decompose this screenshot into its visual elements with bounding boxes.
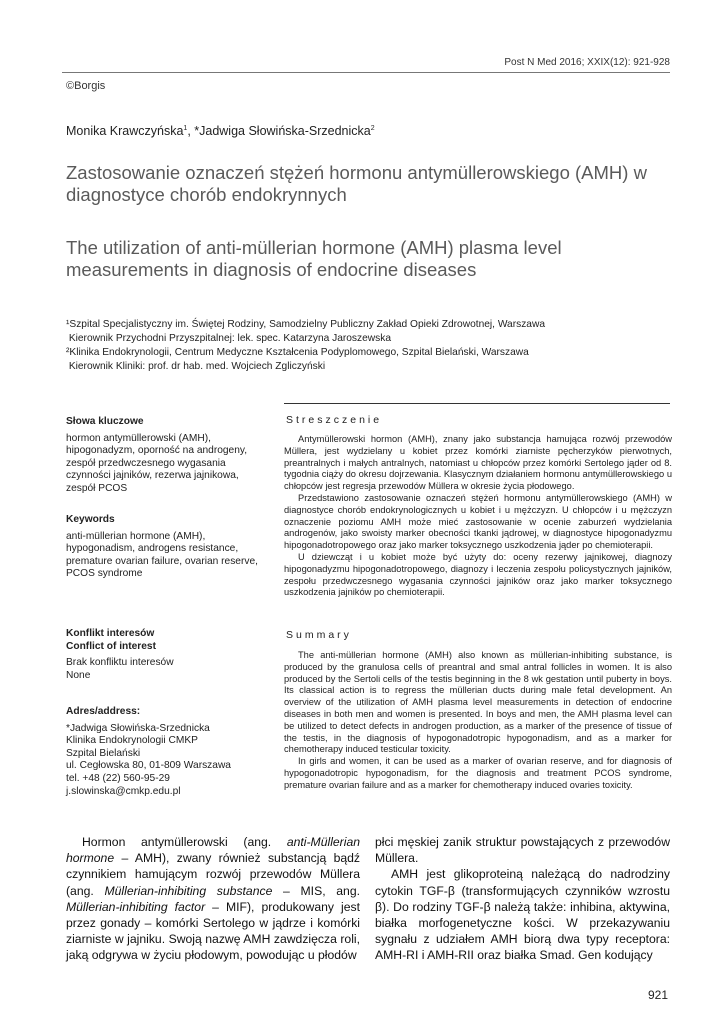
author-1: Monika Krawczyńska: [66, 124, 184, 138]
keywords-en-heading: Keywords: [66, 514, 115, 525]
author-1-affil: 1: [183, 124, 188, 132]
summary-text: [284, 650, 672, 792]
keywords-pl-heading: Słowa kluczowe: [66, 416, 144, 427]
address-line: ul. Cegłowska 80, 01-809 Warszawa: [66, 760, 231, 772]
author-2-affil: 2: [370, 124, 375, 132]
email-link[interactable]: j.slowinska@cmkp.edu.pl: [66, 785, 181, 797]
keywords-en: anti-müllerian hormone (AMH), hypogonadism, androgens resistance, premature ovarian failure, ovarian reserve, PCOS syndrome: [66, 530, 258, 580]
address-line: *Jadwiga Słowińska-Srzednicka: [66, 722, 210, 734]
keywords-en-block: [66, 514, 266, 581]
body-left-column: [66, 834, 360, 964]
affiliation-line: ²Klinika Endokrynologii, Centrum Medyczne Kształcenia Podyplomowego, Szpital Bielański, Warszawa: [66, 347, 529, 358]
abstract-rule: [284, 403, 670, 404]
affiliation-line: Kierownik Kliniki: prof. dr hab. med. Wojciech Zgliczyński: [66, 361, 326, 372]
conflict-pl: Brak konfliktu interesów: [66, 657, 174, 669]
abstract-paragraph: The anti-müllerian hormone (AMH) also known as müllerian-inhibiting substance, is produced by the granulosa cells of preantral and smal antral follicles in women. It is also produced by the Sertoli cells of the testis beginning in the 8 wk gestation until puberty in boys. Its classical action is to regress the müllerian ducts during male fetal development. An overview of the utilization of AMH plasma level measurements in detection of endocrine diseases in both men and women is presented. In boys and men, the AMH plasma level can be utilized to detect defects in androgen production, as a marker of the presence of tissue of the testis, in the diagnosis of hypogonadotropic hypogonadism, and as a marker for chemotherapy induced testicular toxicity.: [284, 650, 672, 755]
streszczenie-text: [284, 434, 672, 599]
abstract-paragraph: In girls and women, it can be used as a marker of ovarian reserve, and for diagnosis of hypogonadotropic hypogonadism, for the diagnosis and treatment PCOS syndrome, premature ovarian failure and as a marker for chemotherapy induced ovaries toxicity.: [284, 756, 672, 790]
title-polish: Zastosowanie oznaczeń stężeń hormonu antymüllerowskiego (AMH) w diagnostyce chorób endokrynnych: [66, 162, 647, 205]
address-line: tel. +48 (22) 560-95-29: [66, 772, 170, 784]
body-right-column: [375, 834, 670, 964]
conflict-heading-pl: Konflikt interesów: [66, 628, 155, 639]
author-line: [66, 124, 375, 138]
summary-heading: Summary: [286, 629, 352, 641]
abstract-paragraph: U dziewcząt i u kobiet może być użyty do: oceny rezerwy jajnikowej, diagnozy hipogonadyzmu hipogonadotropowego, diagnozy i leczenia zespołu policystycznych jajników, zespołu przedwczesnego wygasania czynności jajników oraz jako marker toksycznego uszkodzenia jajników po chemioterapii.: [284, 551, 672, 598]
abstract-paragraph: Przedstawiono zastosowanie oznaczeń stężeń hormonu antymüllerowskiego (AMH) w diagnostyce chorób endokrynologicznych u kobiet i u mężczyzn. U chłopców i u mężczyzn oznaczenie poziomu AMH może mieć zastosowanie w ocenie zaburzeń wydzielania androgenów, jako swoisty marker obecności tkanki jądrowej, w diagnostyce hipogonadyzmu hipogonadotropowego oraz jako marker toksycznego uszkodzenia jąder po chemioterapii.: [284, 492, 672, 551]
page-number: 921: [647, 988, 668, 1002]
title-english: The utilization of anti-müllerian hormone (AMH) plasma level measurements in diagnosis of endocrine diseases: [66, 237, 562, 280]
author-2: *Jadwiga Słowińska-Srzednicka: [194, 124, 371, 138]
keywords-pl-block: [66, 416, 266, 496]
publisher-label: ©Borgis: [66, 80, 106, 92]
keywords-pl: hormon antymüllerowski (AMH), hipogonadyzm, oporność na androgeny, zespół przedwczesnego wygasania czynności jajników, rezerwa jajnikowa, zespół PCOS: [66, 432, 248, 494]
journal-reference: Post N Med 2016; XXIX(12): 921-928: [504, 57, 670, 68]
affiliations: [66, 318, 676, 374]
abstract-paragraph: Antymüllerowski hormon (AMH), znany jako substancja hamująca rozwój przewodów Müllera, jest wydzielany u kobiet przez komórki ziarniste pęcherzyków pierwotnych, preantralnych i małych antralnych, natomiast u chłopców przez komórki Sertolego jąder od 8. tygodnia ciąży do okresu dojrzewania. Klasycznym działaniem hormonu antymüllerowskiego u chłopców jest regresja przewodów Müllera w okresie życia płodowego.: [284, 434, 672, 492]
header-rule: [62, 72, 670, 73]
streszczenie-heading: Streszczenie: [286, 414, 383, 426]
conflict-heading-en: Conflict of interest: [66, 640, 156, 652]
address-line: Szpital Bielański: [66, 747, 141, 759]
author-separator: ,: [187, 124, 195, 138]
affiliation-line: ¹Szpital Specjalistyczny im. Świętej Rodziny, Samodzielny Publiczny Zakład Opieki Zdrowotnej, Warszawa: [66, 319, 545, 330]
conflict-en: None: [66, 669, 91, 681]
address-block: [66, 706, 266, 798]
address-heading: Adres/address:: [66, 706, 141, 717]
body-paragraph: Hormon antymüllerowski (ang. anti-Müllerian hormone – AMH), zwany również substancją bądź czynnikiem hamującym rozwój przewodów Müllera (ang. Müllerian-inhibiting substance – MIS, ang. Müllerian-inhibiting factor – MIF), produkowany jest przez gonady – komórki Sertolego w jądrze i komórki ziarniste w jajniku. Swoją nazwę AMH zawdzięcza roli, jaką odgrywa w życiu płodowym, powodując u płodów: [66, 835, 360, 963]
conflict-block: [66, 628, 266, 682]
body-paragraph: płci męskiej zanik struktur powstających z przewodów Müllera.: [375, 835, 670, 866]
address-line: Klinika Endokrynologii CMKP: [66, 735, 198, 747]
affiliation-line: Kierownik Przychodni Przyszpitalnej: lek. spec. Katarzyna Jaroszewska: [66, 333, 392, 344]
body-paragraph: AMH jest glikoproteiną należącą do nadrodziny cytokin TGF-β (transformujących czynników wzrostu β). Do rodziny TGF-β należą także: inhibina, aktywina, białka morfogenetyczne kości. W przekazywaniu sygnału z udziałem AMH biorą dwa typy receptora: AMH-RI i AMH-RII oraz białka Smad. Gen kodujący: [375, 867, 670, 963]
